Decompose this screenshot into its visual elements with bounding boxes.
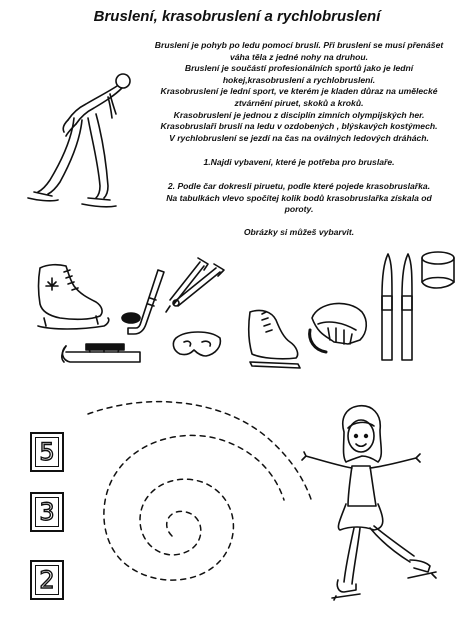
ski-poles-icon <box>166 258 224 312</box>
spiral-trace <box>88 402 312 581</box>
ski-goggles-icon <box>173 332 220 356</box>
score-board-value: 2 <box>35 565 59 595</box>
hockey-helmet-icon <box>310 303 367 352</box>
task-1-text: 1.Najdi vybavení, které je potřeba pro bruslaře. <box>203 157 395 167</box>
skis-icon <box>382 254 412 360</box>
figure-skater-girl-icon <box>302 406 436 600</box>
coloring-note-text: Obrázky si můžeš vybarvit. <box>243 227 355 237</box>
figure-skate-icon <box>38 265 109 329</box>
page-title: Bruslení, krasobruslení a rychlobruslení <box>93 8 381 25</box>
speed-skater-icon <box>28 74 130 207</box>
winter-hat-icon <box>422 252 454 288</box>
score-board-value: 5 <box>35 437 59 467</box>
intro-line: Bruslení je součástí profesionálních sportů jako je lední <box>184 63 414 74</box>
skate-blade-icon <box>62 344 140 362</box>
intro-line: Bruslení je pohyb po ledu pomocí bruslí. Při bruslení se musí přenášet <box>154 40 444 50</box>
score-board-value: 3 <box>35 497 59 527</box>
intro-line: Krasobruslení je jednou z disciplín zimních olympijských her. <box>173 109 425 120</box>
score-board <box>30 432 64 472</box>
intro-line: váha těla z jedné nohy na druhou. <box>230 51 368 62</box>
intro-line: ztvárnění piruet, skoků a kroků. <box>234 97 364 108</box>
task-2-line: poroty. <box>284 204 314 215</box>
score-board <box>30 492 64 532</box>
intro-line: hokej,krasobruslení a rychlobruslení. <box>222 74 376 85</box>
puck-icon <box>122 313 140 323</box>
task-2-line: Na tabulkách vlevo spočítej kolik bodů krasobruslařka získala od <box>166 192 432 203</box>
hockey-stick-icon <box>128 270 164 334</box>
intro-line: Krasobruslaři bruslí na ledu v ozdobených , blýskavých kostýmech. <box>160 121 438 132</box>
hockey-skate-icon <box>249 310 300 368</box>
intro-line: V rychlobruslení se jezdí na čas na oválných ledových dráhách. <box>169 132 429 143</box>
score-board <box>30 560 64 600</box>
task-2-line: 2. Podle čar dokresli piruetu, podle které pojede krasobruslařka. <box>167 181 431 191</box>
intro-line: Krasobruslení je lední sport, ve kterém je kladen důraz na umělecké <box>160 86 438 97</box>
